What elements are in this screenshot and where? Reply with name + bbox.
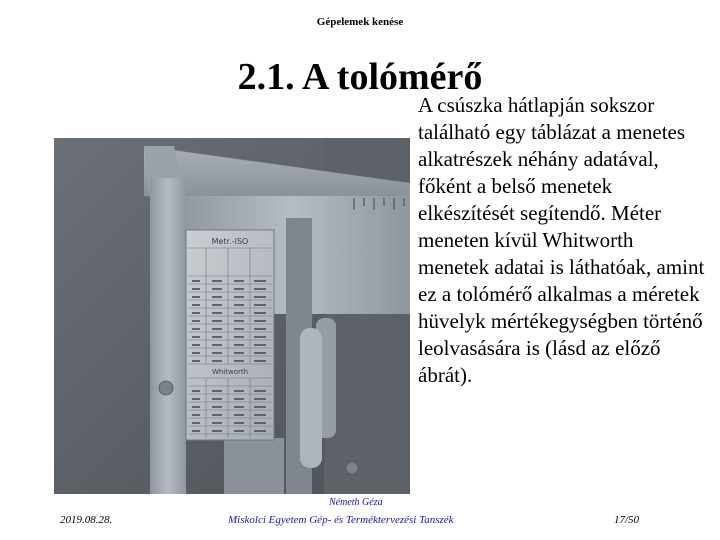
table-heading-whitworth: Whitworth xyxy=(211,368,249,376)
header-title: Gépelemek kenése xyxy=(316,16,404,28)
table-heading-metric: Metr.-ISO xyxy=(211,237,249,246)
slide-title: 2.1. A tolómérő xyxy=(237,56,483,98)
footer-author: Németh Géza xyxy=(329,497,383,508)
slide-body-text: A csúszka hátlapján sokszor található egy táblázat a menetes alkatrészek néhány adatával, főként a belső menetek elkészítését segítendő. Méter meneten kívül Whitworth menetek adatai is láthatóak, amint ez a tolómérő alkalmas a méretek hüvelyk mértékegységben történő leolvasására is (lásd az előző ábrát). xyxy=(418,93,705,387)
caliper-illustration xyxy=(54,138,410,494)
footer-page-number: 17/50 xyxy=(614,514,640,526)
footer-date: 2019.08.28. xyxy=(60,514,113,526)
caliper-photo xyxy=(54,138,410,494)
footer-department: Miskolci Egyetem Gép- és Terméktervezési Tanszék xyxy=(228,514,454,526)
